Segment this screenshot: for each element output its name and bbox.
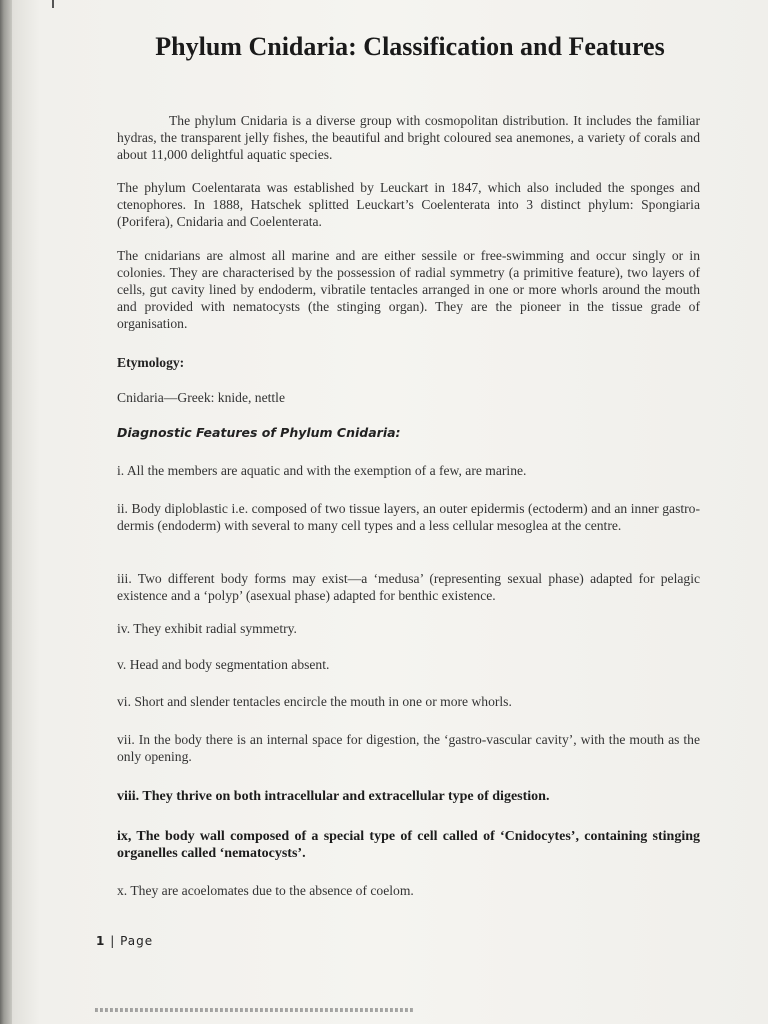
characteristics-paragraph: The cnidarians are almost all marine and are either sessile or free-swimming and occur singly or in colonies. They are characterised by the possession of radial symmetry (a primitive feature), two layers of cells, gut cavity lined by endoderm, vibratile tentacles arranged in one or more whorls around the mouth and provided with nematocysts (the stinging organ). They are the pioneer in the tissue grade of organisation. <box>117 248 700 331</box>
etymology-text: Cnidaria—Greek: knide, nettle <box>117 390 285 405</box>
diagnostic-item-1: i. All the members are aquatic and with the exemption of a few, are marine. <box>117 463 527 478</box>
intro-paragraph: The phylum Cnidaria is a diverse group with cosmopolitan distribution. It includes the familiar hydras, the transparent jelly fishes, the beautiful and bright coloured sea anemones, a variety of corals and about 11,000 delightful aquatic species. <box>117 113 700 162</box>
diagnostic-item-4: iv. They exhibit radial symmetry. <box>117 621 297 636</box>
diagnostic-item-3: iii. Two different body forms may exist—a ‘medusa’ (representing sexual phase) adapted for pelagic existence and a ‘polyp’ (asexual phase) adapted for benthic existence. <box>117 571 700 603</box>
page-separator: | <box>110 934 116 948</box>
diagnostic-item-9: ix, The body wall composed of a special type of cell called of ‘Cnidocytes’, containing stinging organelles called ‘nematocysts’. <box>117 829 700 861</box>
scan-artifact <box>95 1008 415 1012</box>
history-paragraph: The phylum Coelentarata was established by Leuckart in 1847, which also included the sponges and ctenophores. In 1888, Hatschek splitted Leuckart’s Coelenterata into 3 distinct phylum: Spongiaria (Porifera), Cnidaria and Coelenterata. <box>117 180 700 229</box>
diagnostic-item-7: vii. In the body there is an internal space for digestion, the ‘gastro-vascular cavity’, with the mouth as the only opening. <box>117 732 700 764</box>
diagnostic-heading: Diagnostic Features of Phylum Cnidaria: <box>117 425 401 440</box>
page-footer <box>96 934 153 948</box>
diagnostic-item-2: ii. Body diploblastic i.e. composed of two tissue layers, an outer epidermis (ectoderm) and an inner gastro-dermis (endoderm) with several to many cell types and a less cellular mesoglea at the centre. <box>117 501 700 533</box>
diagnostic-item-8: viii. They thrive on both intracellular and extracellular type of digestion. <box>117 789 550 804</box>
diagnostic-item-6: vi. Short and slender tentacles encircle the mouth in one or more whorls. <box>117 694 512 709</box>
page-left-edge <box>0 0 12 1024</box>
page-number: 1 <box>96 934 106 948</box>
diagnostic-item-5: v. Head and body segmentation absent. <box>117 657 330 672</box>
page-title: Phylum Cnidaria: Classification and Features <box>155 32 665 61</box>
etymology-heading: Etymology: <box>117 355 185 370</box>
diagnostic-item-10: x. They are acoelomates due to the absence of coelom. <box>117 883 414 898</box>
scan-corner-mark <box>52 0 54 8</box>
page-label: Page <box>120 934 154 948</box>
